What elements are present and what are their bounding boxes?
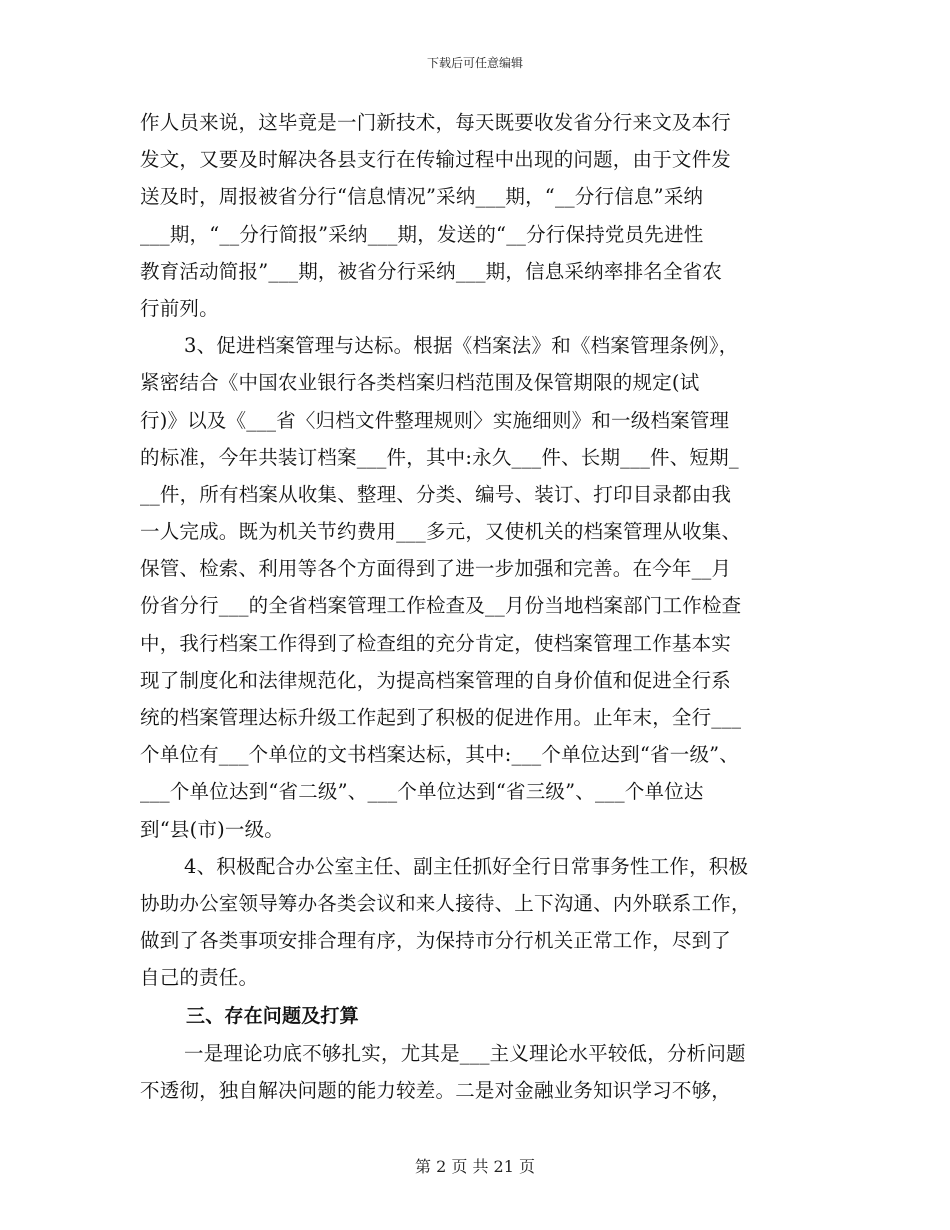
body-line: ___期，“__分行简报”采纳___期，发送的“__分行保持党员先进性 [140,222,704,246]
body-line: 自己的责任。 [140,966,259,990]
paragraph-start-line: 3、促进档案管理与达标。根据《档案法》和《档案管理条例》， [184,334,739,358]
body-line: 行前列。 [140,296,219,320]
body-line: 中，我行档案工作得到了检查组的充分肯定，使档案管理工作基本实 [140,631,732,655]
body-line: 作人员来说，这毕竟是一门新技术，每天既要收发省分行来文及本行 [140,111,732,134]
body-line: 的标准，今年共装订档案___件，其中:永久___件、长期___件、短期_ [140,445,739,469]
body-line: 到“县(市)一级。 [140,817,284,841]
document-body [140,104,830,1109]
body-line: 统的档案管理达标升级工作起到了积极的促进作用。止年末，全行___ [140,706,742,729]
paragraph-start-line: 一是理论功底不够扎实，尤其是___主义理论水平较低，分析问题 [184,1041,746,1065]
body-line: 教育活动简报”___期，被省分行采纳___期，信息采纳率排名全省农 [140,259,723,283]
body-line: 现了制度化和法律规范化，为提高档案管理的自身价值和促进全行系 [140,668,732,692]
body-line: __件，所有档案从收集、整理、分类、编号、装订、打印目录都由我 [140,482,732,506]
body-line: 份省分行___的全省档案管理工作检查及__月份当地档案部门工作检查 [140,594,742,618]
body-line: 做到了各类事项安排合理有序，为保持市分行机关正常工作，尽到了 [140,929,732,953]
body-line: 不透彻，独自解决问题的能力较差。二是对金融业务知识学习不够， [140,1078,732,1102]
paragraph-start-line: 4、积极配合办公室主任、副主任抓好全行日常事务性工作，积极 [184,854,749,878]
body-line: 行)》以及《___省〈归档文件整理规则〉实施细则》和一级档案管理 [140,408,730,432]
body-line: 一人完成。既为机关节约费用___多元，又使机关的档案管理从收集、 [140,520,742,544]
body-line: 保管、检索、利用等各个方面得到了进一步加强和完善。在今年__月 [140,557,732,581]
body-line: 发文，又要及时解决各县支行在传输过程中出现的问题，由于文件发 [140,148,732,172]
body-line: 协助办公室领导筹办各类会议和来人接待、上下沟通、内外联系工作， [140,891,751,915]
body-line: 紧密结合《中国农业银行各类档案归档范围及保管期限的规定(试 [140,371,700,395]
section-heading: 三、存在问题及打算 [186,1004,359,1027]
page-header-note: 下载后可任意编辑 [426,56,523,70]
page-number: 第 2 页 共 21 页 [415,1157,535,1176]
body-line: 送及时，周报被省分行“信息情况”采纳___期，“__分行信息”采纳 [140,185,704,209]
body-line: 个单位有___个单位的文书档案达标，其中:___个单位达到“省一级”、 [140,743,740,767]
body-line: ___个单位达到“省二级”、___个单位达到“省三级”、___个单位达 [140,780,704,804]
